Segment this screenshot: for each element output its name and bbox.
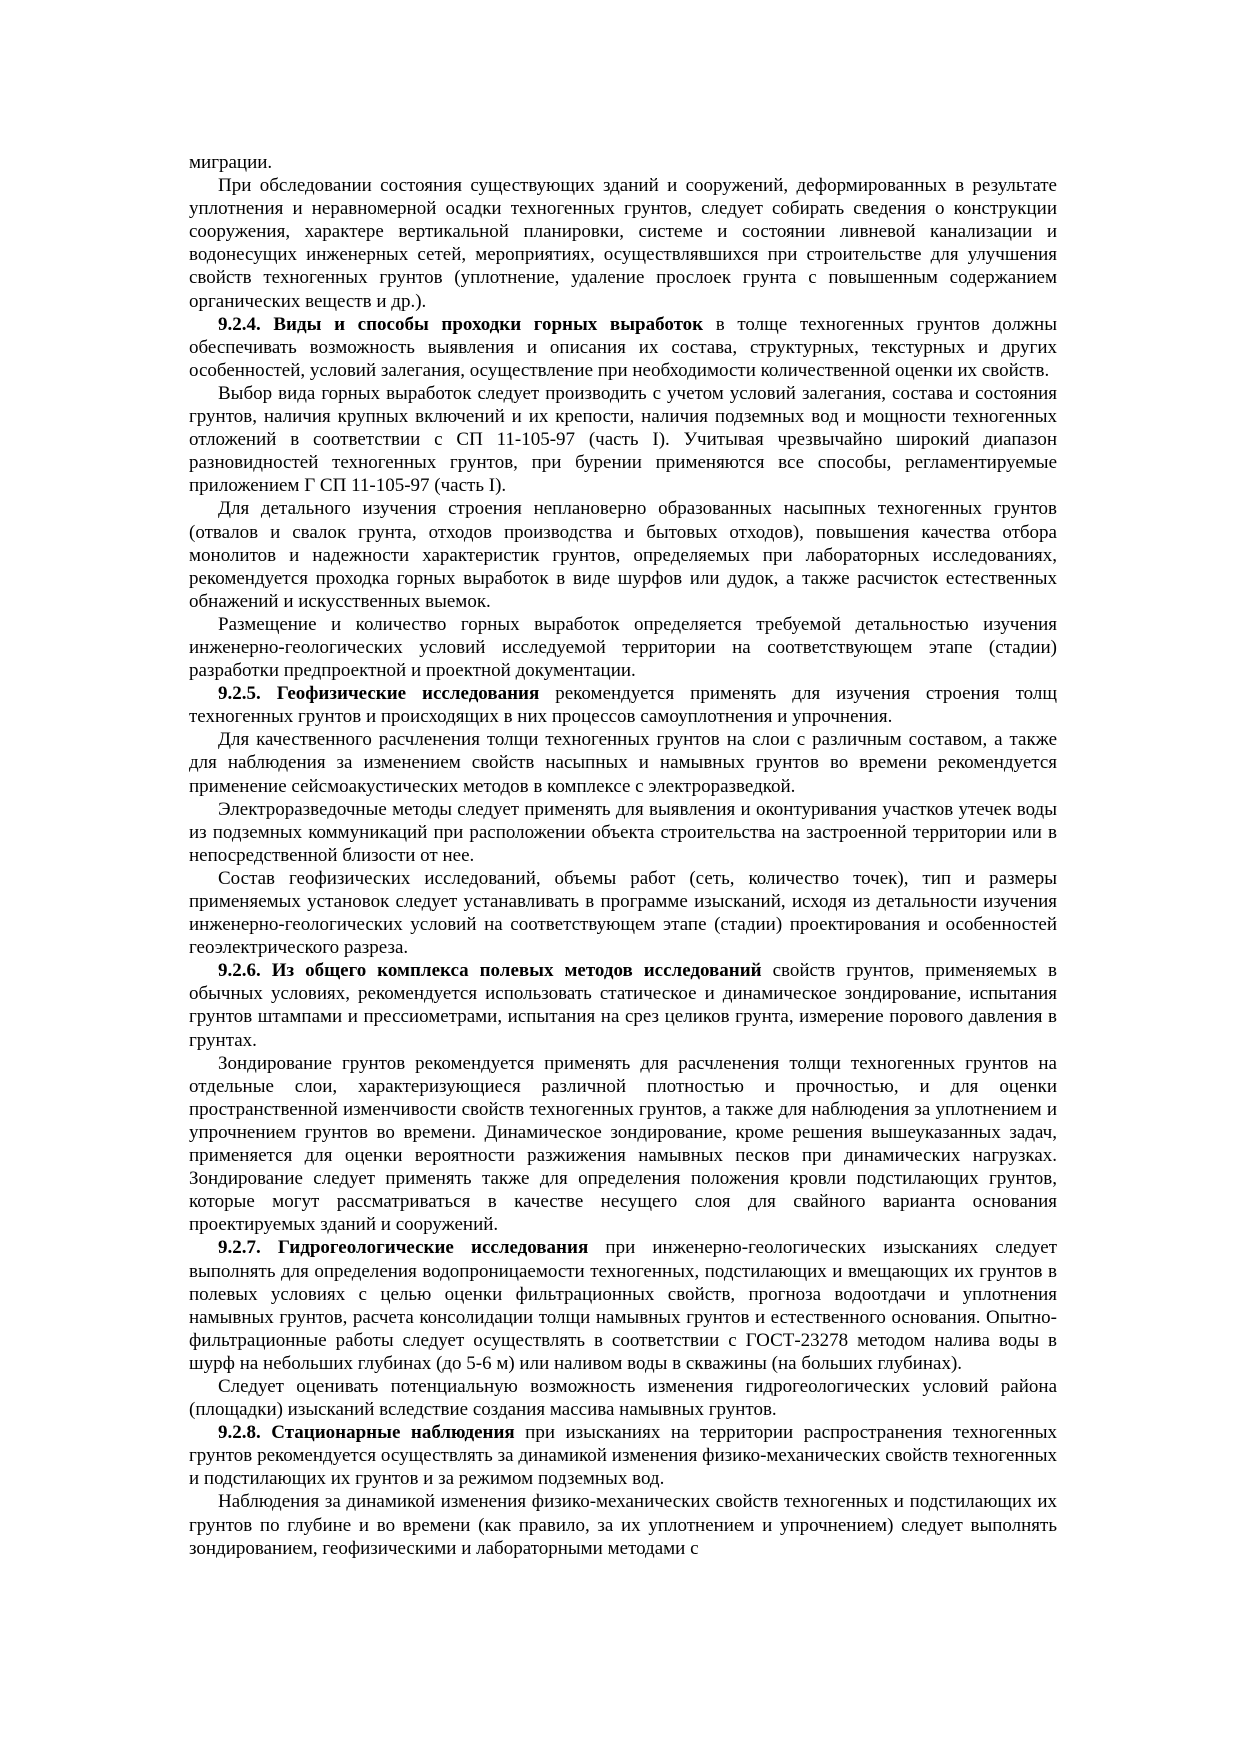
paragraph-16: Наблюдения за динамикой изменения физико-механических свойств техногенных и подстилающих их грунтов по глубине и во времени (как правило, за их уплотнением и упрочнением) следует выполнять зондированием, геофизическими и лабораторными методами с [189,1491,1057,1559]
section-heading-9-2-7: 9.2.7. Гидрогеологические исследования [218,1237,589,1259]
paragraph-15 [189,1421,1057,1490]
paragraph-7-text: рекомендуется применять для изучения строения толщ техногенных грунтов и происходящих в них процессов самоуплотнения и упрочнения. [189,683,1057,728]
paragraph-1: миграции. [189,152,273,173]
section-heading-9-2-8: 9.2.8. Стационарные наблюдения [218,1422,515,1444]
section-heading-9-2-4: 9.2.4. Виды и способы проходки горных выработок [218,313,704,335]
paragraph-7 [189,682,1057,728]
paragraph-3-text: в толще техногенных грунтов должны обеспечивать возможность выявления и описания их состава, структурных, текстурных и других особенностей, условий залегания, осуществление при необходимости количественной оценки их свойств. [189,313,1057,381]
paragraph-8: Для качественного расчленения толщи техногенных грунтов на слои с различным составом, а также для наблюдения за изменением свойств насыпных и намывных грунтов во времени рекомендуется применение сейсмоакустических методов в комплексе с электроразведкой. [189,729,1057,797]
paragraph-5: Для детального изучения строения неплановерно образованных насыпных техногенных грунтов (отвалов и свалок грунта, отходов производства и бытовых отходов), повышения качества отбора монолитов и надежности характеристик грунтов, определяемых при лабораторных исследованиях, рекомендуется проходка горных выработок в виде шурфов или дудок, а также расчисток естественных обнажений и искусственных выемок. [189,498,1057,612]
document-body [189,151,1057,1560]
paragraph-9: Электроразведочные методы следует применять для выявления и оконтуривания участков утечек воды из подземных коммуникаций при расположении объекта строительства на застроенной территории или в непосредственной близости от нее. [189,798,1057,866]
paragraph-13 [189,1236,1057,1375]
paragraph-10: Состав геофизических исследований, объемы работ (сеть, количество точек), тип и размеры применяемых установок следует устанавливать в программе изысканий, исходя из детальности изучения инженерно-геологических условий на соответствующем этапе (стадии) проектирования и особенностей геоэлектрического разреза. [189,867,1057,959]
paragraph-2: При обследовании состояния существующих зданий и сооружений, деформированных в результате уплотнения и неравномерной осадки техногенных грунтов, следует собирать сведения о конструкции сооружения, характере вертикальной планировки, системе и состоянии ливневой канализации и водонесущих инженерных сетей, мероприятиях, осуществлявшихся при строительстве для улучшения свойств техногенных грунтов (уплотнение, удаление прослоек грунта с повышенным содержанием органических веществ и др.). [189,175,1057,312]
paragraph-4: Выбор вида горных выработок следует производить с учетом условий залегания, состава и состояния грунтов, наличия крупных включений и их крепости, наличия подземных вод и мощности техногенных отложений в соответствии с СП 11-105-97 (часть I). Учитывая чрезвычайно широкий диапазон разновидностей техногенных грунтов, при бурении применяются все способы, регламентируемые приложением Г СП 11-105-97 (часть I). [189,382,1057,497]
paragraph-12: Зондирование грунтов рекомендуется применять для расчленения толщи техногенных грунтов на отдельные слои, характеризующиеся различной плотностью и прочностью, и для оценки пространственной изменчивости свойств техногенных грунтов, а также для наблюдения за уплотнением и упрочнением грунтов во времени. Динамическое зондирование, кроме решения вышеуказанных задач, применяется для оценки вероятности разжижения намывных песков при динамических нагрузках. Зондирование следует применять также для определения положения кровли подстилающих грунтов, которые могут рассматриваться в качестве несущего слоя для свайного варианта основания проектируемых зданий и сооружений. [189,1052,1057,1236]
section-heading-9-2-6: 9.2.6. Из общего комплекса полевых методов исследований [218,960,762,982]
section-heading-9-2-5: 9.2.5. Геофизические исследования [218,683,540,705]
paragraph-14: Следует оценивать потенциальную возможность изменения гидрогеологических условий района (площадки) изысканий вследствие создания массива намывных грунтов. [189,1375,1057,1421]
paragraph-15-text: при изысканиях на территории распространения техногенных грунтов рекомендуется осуществлять за динамикой изменения физико-механических свойств техногенных и подстилающих их грунтов и за режимом подземных вод. [189,1422,1057,1490]
paragraph-13-text: при инженерно-геологических изысканиях следует выполнять для определения водопроницаемости техногенных, подстилающих и вмещающих их грунтов в полевых условиях с целью оценки фильтрационных свойств, прогноза водоотдачи и уплотнения намывных грунтов, расчета консолидации толщи намывных грунтов и естественного основания. Опытно-фильтрационные работы следует осуществлять в соответствии с ГОСТ-23278 методом налива воды в шурф на небольших глубинах (до 5-6 м) или наливом воды в скважины (на больших глубинах). [189,1237,1057,1374]
paragraph-11-text: свойств грунтов, применяемых в обычных условиях, рекомендуется использовать статическое и динамическое зондирование, испытания грунтов штампами и прессиометрами, испытания на срез целиков грунта, измерение порового давления в грунтах. [189,960,1058,1051]
paragraph-3 [189,313,1057,382]
paragraph-6: Размещение и количество горных выработок определяется требуемой детальностью изучения инженерно-геологических условий исследуемой территории на соответствующем этапе (стадии) разработки предпроектной и проектной документации. [189,613,1057,682]
paragraph-11 [189,959,1057,1051]
